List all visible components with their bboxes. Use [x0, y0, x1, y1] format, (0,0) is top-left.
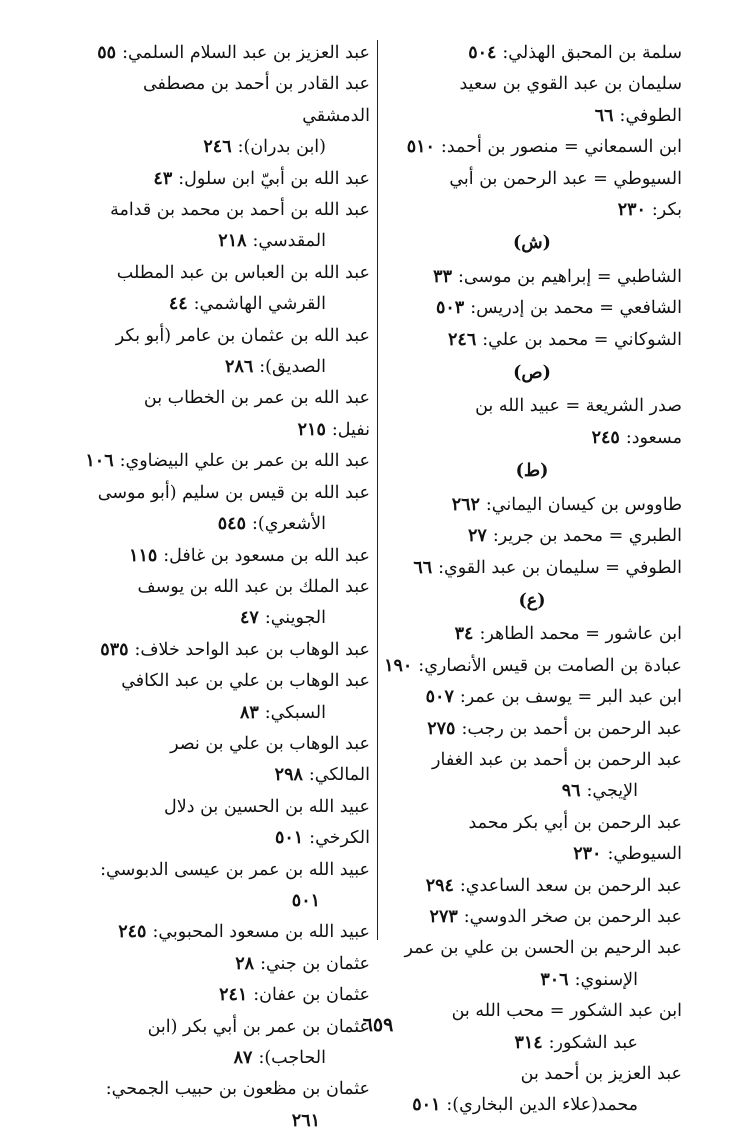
- index-entry: [382, 871, 682, 902]
- entry-name: عثمان بن جني:: [260, 953, 370, 974]
- entry-continuation-text: محمد(علاء الدين البخاري):: [446, 1095, 638, 1116]
- entry-page-ref: ٦٦: [413, 557, 433, 578]
- entry-page-ref: ٢٩٤: [425, 875, 454, 896]
- entry-name: عبد الله بن مسعود بن غافل:: [163, 545, 370, 566]
- entry-page-ref: ٥٠١: [291, 890, 320, 911]
- entry-page-ref: ٣١٤: [514, 1032, 543, 1053]
- entry-name: عثمان بن عمر بن أبي بكر (ابن: [147, 1016, 370, 1037]
- entry-name: صدر الشريعة = عبيد الله بن مسعود:: [475, 396, 682, 448]
- left-column: [72, 38, 370, 1137]
- index-entry: [382, 490, 682, 521]
- index-entry: [382, 714, 682, 745]
- entry-continuation: [72, 886, 370, 917]
- entry-name: الشوكاني = محمد بن علي:: [482, 329, 682, 350]
- entry-name: عبد الله بن أحمد بن محمد بن قدامة: [110, 200, 370, 221]
- entry-page-ref: ٦٦: [594, 105, 614, 126]
- entry-continuation-text: الحاجب):: [258, 1048, 326, 1068]
- entry-continuation-text: الصديق):: [259, 357, 326, 378]
- entry-continuation-text: الإسنوي:: [574, 969, 638, 990]
- index-entry: [72, 321, 370, 384]
- entry-page-ref: ١٠٦: [85, 451, 114, 472]
- entry-name: عبد الوهاب بن علي بن نصر المالكي:: [170, 733, 370, 786]
- entry-page-ref: ٢٤٥: [118, 922, 147, 943]
- entry-page-ref: ٣٠٦: [540, 969, 569, 990]
- entry-name: عبد الله بن عمر بن الخطاب بن نفيل:: [143, 388, 370, 440]
- index-entry: [382, 391, 682, 454]
- entry-name: عبد القادر بن أحمد بن مصطفى الدمشقي: [142, 74, 370, 126]
- index-entry: [382, 619, 682, 650]
- entry-continuation: [72, 1043, 370, 1074]
- entry-page-ref: ٢٤٦: [203, 137, 232, 158]
- entry-page-ref: ٥٣٥: [100, 639, 129, 660]
- entry-continuation: [382, 776, 682, 807]
- entry-name: عبد الرحمن بن سعد الساعدي:: [459, 875, 682, 896]
- entry-page-ref: ٢٦١: [291, 1110, 320, 1131]
- entry-page-ref: ٢٨: [235, 953, 255, 974]
- index-entry: [72, 69, 370, 163]
- column-divider: [377, 40, 378, 940]
- index-entry: [382, 325, 682, 356]
- entry-name: عبد الله بن عمر بن علي البيضاوي:: [119, 451, 370, 472]
- entry-name: عبد العزيز بن عبد السلام السلمي:: [122, 43, 370, 63]
- entry-continuation: [72, 509, 370, 540]
- entry-continuation-text: الأشعري):: [251, 514, 326, 535]
- index-entry: [72, 541, 370, 572]
- section-letter-heading: (ط): [515, 461, 549, 482]
- entry-name: عبد الله بن عثمان بن عامر (أبو بكر: [115, 325, 370, 346]
- entry-page-ref: ٤٤: [168, 294, 188, 315]
- entry-continuation: [72, 698, 370, 729]
- entry-continuation: [72, 352, 370, 383]
- index-entry: [72, 855, 370, 918]
- index-entry: [72, 666, 370, 729]
- index-entry: [382, 164, 682, 227]
- entry-page-ref: ٢٩٨: [274, 765, 303, 786]
- entry-page-ref: ٣٣: [433, 266, 452, 287]
- index-entry: [72, 729, 370, 792]
- entry-continuation: [72, 132, 370, 163]
- entry-continuation-text: الجويني:: [264, 608, 326, 629]
- entry-page-ref: ٤٣: [153, 168, 173, 189]
- index-entry: [72, 917, 370, 948]
- index-entry: [72, 949, 370, 980]
- entry-name: السيوطي = عبد الرحمن بن أبي بكر:: [449, 168, 682, 221]
- index-entry: [72, 195, 370, 258]
- entry-page-ref: ٢٧: [468, 526, 487, 547]
- entry-continuation-text: القرشي الهاشمي:: [193, 294, 326, 315]
- entry-page-ref: ٢٦٢: [451, 494, 480, 515]
- entry-name: عبد الرحيم بن الحسن بن علي بن عمر: [404, 938, 682, 959]
- entry-page-ref: ٩٦: [561, 781, 581, 802]
- entry-page-ref: ٢٧٣: [429, 906, 458, 927]
- entry-page-ref: ٢٣٠: [617, 200, 646, 221]
- section-letter-heading: (ش): [513, 233, 551, 254]
- right-column: [382, 38, 682, 1122]
- section-letter-heading: (ص): [513, 363, 551, 384]
- entry-name: عبد الرحمن بن أبي بكر محمد السيوطي:: [468, 812, 682, 865]
- entry-name: عبيد الله بن مسعود المحبوبي:: [152, 922, 370, 943]
- entry-name: عبد الرحمن بن صخر الدوسي:: [463, 906, 682, 927]
- entry-page-ref: ٥٠٤: [468, 43, 497, 63]
- entry-page-ref: ٥١٠: [406, 137, 435, 158]
- entry-name: ابن السمعاني = منصور بن أحمد:: [440, 137, 682, 158]
- index-entry: [72, 635, 370, 666]
- index-entry: [72, 478, 370, 541]
- entry-page-ref: ٢٧٥: [427, 718, 456, 739]
- index-entry: [382, 38, 682, 69]
- entry-name: الطوفي = سليمان بن عبد القوي:: [438, 557, 682, 578]
- index-entry: [382, 521, 682, 552]
- entry-page-ref: ٢٨٦: [225, 357, 254, 378]
- index-entry: [382, 1059, 682, 1122]
- entry-continuation: [382, 965, 682, 996]
- entry-continuation-text: الإيجي:: [586, 781, 638, 802]
- entry-page-ref: ٣٤: [454, 624, 474, 645]
- entry-name: ابن عاشور = محمد الطاهر:: [479, 624, 682, 645]
- entry-page-ref: ٢٤١: [219, 985, 248, 1006]
- index-entry: [72, 383, 370, 446]
- index-entry: [72, 258, 370, 321]
- entry-page-ref: ٨٧: [233, 1048, 253, 1068]
- entry-page-ref: ٤٧: [240, 608, 259, 629]
- entry-page-ref: ٢٤٥: [591, 427, 620, 448]
- entry-page-ref: ١١٥: [129, 545, 158, 566]
- entry-page-ref: ٥٠٧: [425, 687, 454, 708]
- entry-name: عثمان بن عفان:: [253, 985, 370, 1006]
- entry-continuation-text: (ابن بدران):: [237, 137, 326, 158]
- index-entry: [72, 38, 370, 69]
- index-entry: [382, 262, 682, 293]
- entry-page-ref: ٢١٨: [218, 231, 247, 252]
- entry-name: سلمة بن المحبق الهذلي:: [502, 43, 682, 63]
- entry-name: عبيد الله بن عمر بن عيسى الدبوسي:: [100, 859, 370, 880]
- entry-page-ref: ٢٤٦: [448, 329, 477, 350]
- entry-page-ref: ٥٠١: [274, 828, 304, 849]
- index-entry: [72, 1074, 370, 1137]
- entry-name: عبد الملك بن عبد الله بن يوسف: [137, 576, 370, 597]
- index-entry: [72, 164, 370, 195]
- entry-name: عبيد الله بن الحسين بن دلال الكرخي:: [164, 796, 370, 849]
- entry-name: عبادة بن الصامت بن قيس الأنصاري:: [418, 655, 682, 676]
- entry-name: عثمان بن مظعون بن حبيب الجمحي:: [105, 1079, 370, 1100]
- entry-continuation: [382, 1090, 682, 1121]
- entry-name: ابن عبد البر = يوسف بن عمر:: [459, 687, 682, 708]
- entry-page-ref: ٥٥: [97, 43, 117, 63]
- entry-page-ref: ٥٤٥: [217, 514, 246, 535]
- index-entry: [382, 682, 682, 713]
- index-entry: [72, 792, 370, 855]
- entry-name: عبد الله بن العباس بن عبد المطلب: [116, 262, 370, 283]
- index-entry: [382, 553, 682, 584]
- entry-name: طاووس بن كيسان اليماني:: [485, 494, 682, 515]
- index-entry: [382, 651, 682, 682]
- index-entry: [382, 132, 682, 163]
- entry-continuation-text: السبكي:: [264, 702, 326, 723]
- entry-page-ref: ٥٠١: [412, 1095, 441, 1116]
- entry-page-ref: ٢١٥: [297, 419, 326, 440]
- index-entry: [72, 980, 370, 1011]
- entry-name: عبد العزيز بن أحمد بن: [520, 1064, 682, 1084]
- entry-name: عبد الله بن قيس بن سليم (أبو موسى: [97, 482, 370, 503]
- entry-continuation: [72, 289, 370, 320]
- entry-name: عبد الله بن أبيّ ابن سلول:: [178, 168, 370, 189]
- entry-name: الشافعي = محمد بن إدريس:: [470, 298, 682, 319]
- section-letter-heading: (ع): [518, 590, 546, 611]
- entry-continuation-text: عبد الشكور:: [548, 1032, 638, 1053]
- index-entry: [72, 572, 370, 635]
- entry-page-ref: ٥٠٣: [436, 298, 465, 319]
- entry-name: عبد الرحمن بن أحمد بن رجب:: [461, 718, 682, 739]
- entry-page-ref: ٨٣: [239, 702, 259, 723]
- entry-continuation: [72, 226, 370, 257]
- entry-continuation: [72, 1106, 370, 1137]
- index-entry: [382, 293, 682, 324]
- entry-name: الشاطبي = إبراهيم بن موسى:: [457, 266, 682, 287]
- entry-name: ابن عبد الشكور = محب الله بن: [451, 1001, 682, 1022]
- entry-name: عبد الوهاب بن علي بن عبد الكافي: [121, 671, 370, 692]
- entry-name: الطبري = محمد بن جرير:: [492, 526, 682, 547]
- index-entry: [382, 745, 682, 808]
- entry-continuation-text: المقدسي:: [252, 231, 326, 252]
- entry-page-ref: ١٩٠: [384, 655, 413, 676]
- index-entry: [382, 933, 682, 996]
- index-entry: [72, 446, 370, 477]
- page-number: ٦٥٩: [362, 1014, 394, 1036]
- index-entry: [382, 69, 682, 132]
- entry-name: عبد الوهاب بن عبد الواحد خلاف:: [134, 639, 370, 660]
- entry-name: عبد الرحمن بن أحمد بن عبد الغفار: [432, 749, 682, 770]
- index-entry: [382, 808, 682, 871]
- index-entry: [382, 902, 682, 933]
- entry-page-ref: ٢٣٠: [573, 844, 602, 865]
- entry-name: سليمان بن عبد القوي بن سعيد الطوفي:: [459, 74, 682, 126]
- entry-continuation: [72, 603, 370, 634]
